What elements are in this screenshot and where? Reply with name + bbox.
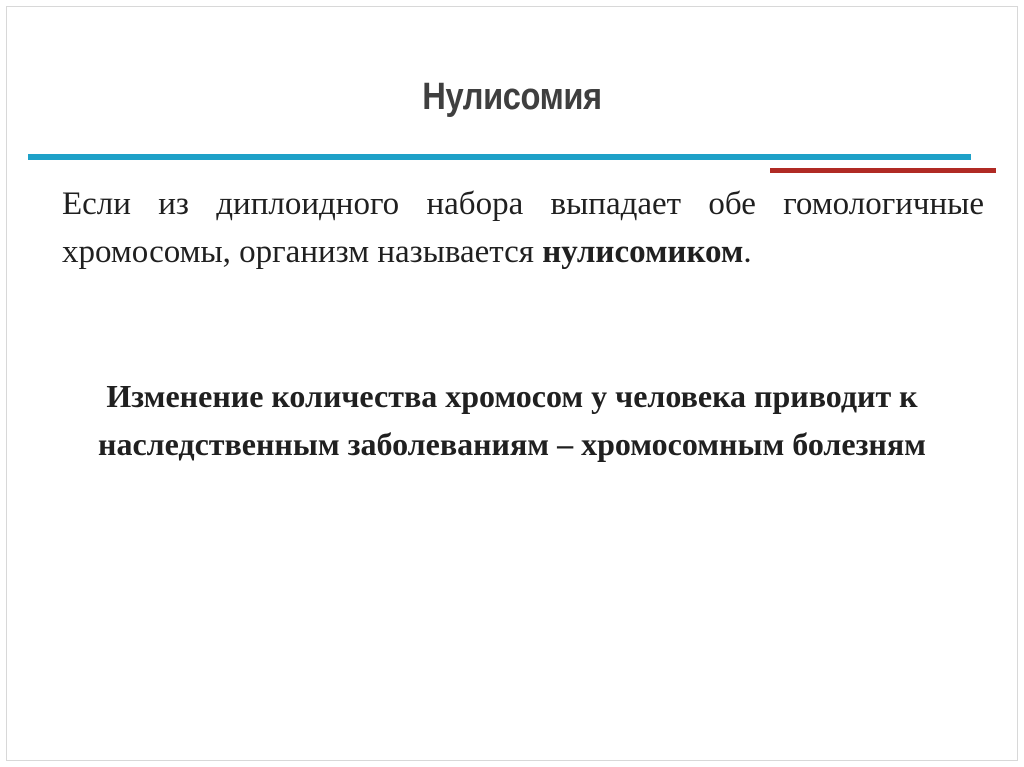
definition-end: . [743,234,752,270]
definition-text: Если из диплоидного набора выпадает обе гомологичные хромосомы, организм называется [62,186,984,270]
title-underline-red [770,168,996,173]
title-underline-blue [28,154,971,160]
emphasis-statement: Изменение количества хромосом у человека приводит к наследственным заболеваниям – хромосомным болезням [98,378,926,462]
slide-title: Нулисомия [422,76,602,118]
definition-paragraph [62,180,984,276]
definition-term: нулисомиком [542,234,744,270]
